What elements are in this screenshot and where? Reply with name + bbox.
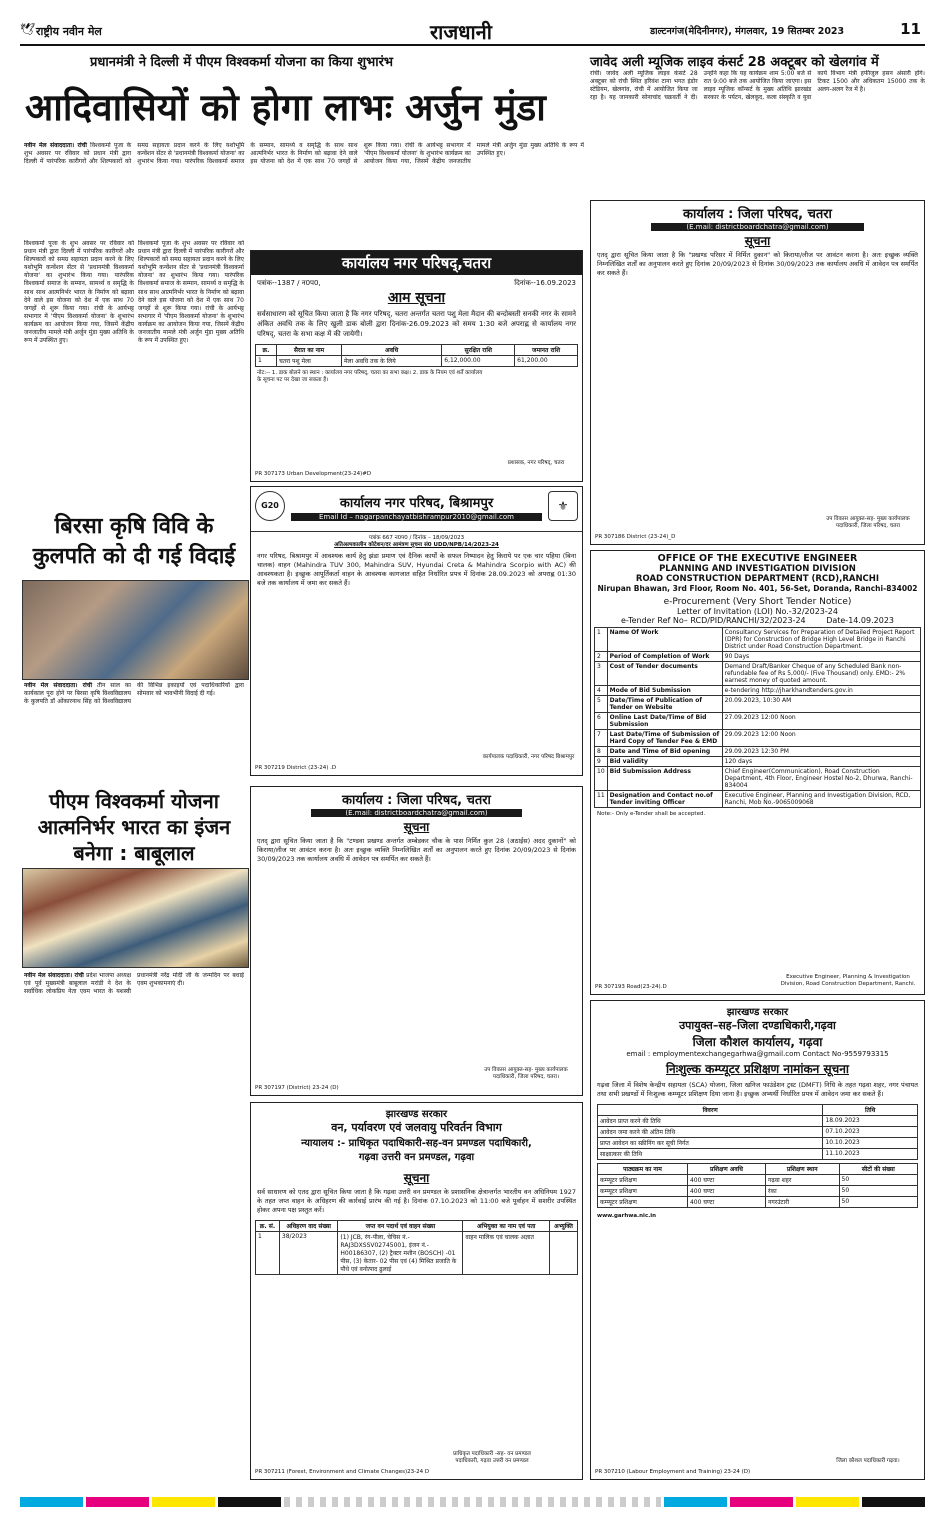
column-header: सीटों की संख्या (839, 1164, 917, 1175)
ad-zila2-title: सूचना (744, 234, 771, 248)
ad-nagar-parishad-chatra (250, 250, 583, 482)
table-row (595, 757, 921, 767)
vishwakarma-photo (22, 868, 249, 968)
column-header: विवरण (598, 1105, 823, 1116)
row-value: 120 days (722, 757, 920, 767)
ad-nagar-banner: कार्यालय नगर परिषद्,चतरा (251, 251, 582, 275)
ad-nagar-body: सर्वसाधारण को सूचित किया जाता है कि नगर परिषद्, चतरा अन्तर्गत चतरा पशु मेला मैदान की बन्दोबस्ती सनकी नगर के सामने अंकित अवधि तक के लिए खुली डाक बोली द्वारा दिनांक-26.09.2023 को समय 1:30 बजे अपराह्न से कार्यालय नगर परिषद्, चतरा के सभा कक्ष में की जायेगी। (257, 310, 576, 338)
table-cell: 11.10.2023 (823, 1149, 918, 1160)
row-number: 3 (595, 662, 608, 686)
ad-garhwa-skill (590, 1000, 925, 1480)
row-label: Mode of Bid Submission (607, 686, 722, 696)
table-cell: आवेदन जमा करने की अंतिम तिथि (598, 1127, 823, 1138)
table-row (595, 628, 921, 652)
ad-zila-parishad-2 (590, 200, 925, 545)
row-number: 10 (595, 767, 608, 791)
table-cell: 400 घण्टा (687, 1175, 765, 1186)
ad-zila2-banner: कार्यालय : जिला परिषद, चतरा (683, 207, 832, 222)
birsa-headline: बिरसा कृषि विवि के कुलपति को दी गई विदाई (32, 514, 236, 569)
ad-bishrampur-code: PR 307219 District (23-24) .D (255, 765, 337, 771)
row-label: Bid Submission Address (607, 767, 722, 791)
row-number: 6 (595, 713, 608, 730)
row-label: Period of Completion of Work (607, 652, 722, 662)
table-row (598, 1175, 918, 1186)
ad-zila2-email: (E.mail: districtboardchatra@gmail.com) (651, 223, 864, 231)
table-cell: रंका (766, 1186, 839, 1197)
masthead-rule (20, 44, 925, 46)
masthead (20, 18, 925, 44)
row-number: 7 (595, 730, 608, 747)
table-header (598, 1105, 918, 1116)
ad-zila-parishad-1 (250, 786, 583, 1096)
ad-forest-line1: झारखण्ड सरकार (385, 1109, 448, 1120)
g20-logo-icon: G20 (255, 491, 285, 521)
ad-nagar-code: PR 307173 Urban Development(23-24)#D (255, 471, 372, 477)
row-value: 29.09.2023 12:00 Noon (722, 730, 920, 747)
ad-nagar-table: क्र. सैरात का नाम अवधि सुरक्षित राशि जमानत राशि 1 चतरा पशु मेला मेला अवधि तक के लिये 6,12,000.00 61,200.00 (255, 344, 578, 367)
table-row (598, 1127, 918, 1138)
table-header (598, 1164, 918, 1175)
vishwakarma-headline: पीएम विश्वकर्मा योजना आत्मनिर्भर भारत का इंजन बनेगा : बाबूलाल (37, 789, 231, 865)
table-row (595, 662, 921, 686)
color-bar (20, 1497, 925, 1507)
row-number: 1 (595, 628, 608, 652)
concert-body: रांची। जावेद अली म्यूजिक लाइव कंसर्ट 28 अक्टूबर को रांची स्थित हरिवंश टाना भगत इंडोर स्टेडियम, खेलगांव, रांची में आयोजित किया जा रहा है। यह जानकारी सोनाचांद चक्रवर्ती ने दी। उन्होंने कहा कि यह कार्यक्रम शाम 5:00 बजे से रात 9:00 बजे तक आयोजित किया जाएगा। इस लाइव म्यूजिक कॉन्सर्ट के मुख्य अतिथि झारखंड सरकार के पर्यटन, खेलकूद, कला संस्कृति व युवा कार्य विभाग मंत्री हफीजुल हसन अंसारी होंगे। टिकट 1500 और अधिकतम 15000 तक के अलग-अलग रेंज में है। (590, 70, 925, 102)
ad-rcd-sign: Executive Engineer, Planning & Investigation Division, Road Construction Department, Ranchi. (780, 974, 916, 987)
table-row (598, 1186, 918, 1197)
table-cell: गढ़वा शहर (766, 1175, 839, 1186)
table-row (595, 696, 921, 713)
table-row (598, 1197, 918, 1208)
row-label: Bid validity (607, 757, 722, 767)
lead-body: नवीन मेल संवाददाता। रांची विश्वकर्मा पूजा के शुभ अवसर पर रविवार को प्रधान मंत्री द्वारा दिल्ली में पारंपरिक कारीगरों और शिल्पकारों को समग्र सहायता प्रदान करने के लिए यशोभूमि कन्वेंशन सेंटर से 'प्रधानमंत्री विश्वकर्मा योजना' का शुभारंभ किया गया। पारंपरिक विश्वकर्मा समाज के सम्मान, सामर्थ्य व समृद्धि के साथ साथ आत्मनिर्भर भारत के निर्माण को बढ़ावा देने वाले इस योजना को देश में एक साथ 70 जगहों से शुरू किया गया। रांची के आर्यभट्ट सभागार में 'पीएम विश्वकर्मा योजना' के शुभारंभ कार्यक्रम का आयोजन किया गया, जिसमें केंद्रीय जनजातीय मामले मंत्री अर्जुन मुंडा मुख्य अतिथि के रूप में उपस्थित हुए। (24, 142, 584, 166)
ad-rcd-code: PR 307193 Road(23-24).D (595, 984, 667, 990)
ad-garhwa-title: निःशुल्क कम्प्यूटर प्रशिक्षण नामांकन सूचना (665, 1062, 850, 1076)
ad-forest-line2: वन, पर्यावरण एवं जलवायु परिवर्तन विभाग (331, 1121, 502, 1134)
row-value: e-tendering http://jharkhandtenders.gov.in (722, 686, 920, 696)
ad-garhwa-sign: जिला कौशल पदाधिकारी गढ़वा। (836, 1458, 900, 1464)
ad-bishrampur (250, 486, 583, 776)
row-number: 2 (595, 652, 608, 662)
birsa-body: नवीन मेल संवाददाता। रांची तीन साल का कार्यकाल पूरा होने पर बिरसा कृषि विश्वविद्यालय के कुलपति डॉ ओंकारनाथ सिंह को विश्वविद्यालय की विभिन्न इकाइयों एवं पदाधिकारियों द्वारा सोमवार को भावभीनी विदाई दी गई। (24, 682, 244, 706)
row-value: Consultancy Services for Preparation of Detailed Project Report (DPR) for Construction of Bridge High Level Bridge in Ranchi District under Road Construction Department. (722, 628, 920, 652)
ad-forest-sign: प्राधिकृत पदाधिकारी -सह- वन प्रमण्डल पदाधिकारी, गढ़वा उत्तरी वन प्रमण्डल (453, 1451, 531, 1464)
table-cell: 50 (839, 1197, 917, 1208)
concert-headline: जावेद अली म्यूजिक लाइव कंसर्ट 28 अक्टूबर को खेलगांव में (590, 55, 879, 70)
table-cell: कम्प्यूटर प्रशिक्षण (598, 1186, 688, 1197)
table-cell: साक्षात्कार की तिथि (598, 1149, 823, 1160)
table-row (595, 791, 921, 808)
row-number: 9 (595, 757, 608, 767)
row-label: Designation and Contact no.of Tender inviting Officer (607, 791, 722, 808)
ad-garhwa-code: PR 307210 (Labour Employment and Training) 23-24 (D) (595, 1469, 751, 1475)
ad-zila2-body: एतद् द्वारा सूचित किया जाता है कि "प्रखण्ड परिसर में निर्मित दुकान" को किराया/लीज पर आवंटन करना है। अतः इच्छुक व्यक्ति निम्नलिखित शर्तों का अनुपालन करते हुए दिनांक 20/09/2023 से दिनांक 30/09/2023 तक कार्यालय अवधि में आवेदन पत्र समर्पित कर सकते हैं। (597, 251, 918, 277)
table-row (598, 1116, 918, 1127)
ad-forest-body: सर्व साधारण को एतद द्वारा सूचित किया जाता है कि गढ़वा उत्तरी वन प्रमण्डल के प्रशासनिक क्षेत्रान्तर्गत भारतीय वन अधिनियम 1927 के तहत जप्त वाहन के अधिहरण की कार्रवाई प्रारंभ की गई है। दिनांक 07.10.2023 को 11:00 बजे पूर्वाहन में सशरीर उपस्थित होकर अपना पक्ष प्रस्तुत करें। (257, 1188, 576, 1214)
ad-bishrampur-subhead: अतिअल्पकालीन कोटेशन/दर आमंत्रण सूचना सं0 UDD/NPB/14/2023-24 (334, 542, 499, 548)
ad-rcd-tender-date: Date-14.09.2023 (826, 616, 894, 625)
table-cell: आवेदन प्राप्त करने की तिथि (598, 1116, 823, 1127)
ad-zila1-banner: कार्यालय : जिला परिषद, चतरा (342, 793, 491, 808)
ad-zila1-sign: उप विकास आयुक्त-सह- मुख्य कार्यपालक पदाधिकारी, जिला परिषद, चतरा। (484, 1067, 568, 1080)
ad-rcd-letter: Letter of Invitation (LOI) No.-32/2023-24 (677, 607, 838, 616)
ad-forest-table: क्र. सं. अधिहरण वाद संख्या जप्त वन पदार्थ एवं वाहन संख्या अभियुक्त का नाम एवं पता अभ्युक्ति 1 38/2023 (1) JCB, रंग-पीला, चेचिस नं.-RAJ3DXSSV02745001, इंजन नं.-H00186307, (2) ट्रैक्टर मशीन (BOSCH) -01 पीस, (3) केतार- 02 पीस एवं (4) मिश्रित प्रजाति के पौधे एवं वनोत्पाद ढुलाई वाहन मालिक एवं चालक अज्ञात (255, 1220, 578, 1275)
ad-rcd-tender (590, 550, 925, 995)
ad-bishrampur-body: नगर परिषद, बिश्रामपुर में आवश्यक कार्य हेतु झंडा प्रमाण एवं दैनिक कार्यों के सफल निष्पादन हेतु किराये पर एक चार पहिया (बिना चालक) वाहन (Mahindra TUV 300, Mahindra SUV, Hyundai Creta & Mahindra Scorpio with AC) की आवश्यकता है। इच्छुक आपूर्तिकर्ता वाहन के आवश्यक कागजात सहित निर्धारित प्रपत्र में दिनांक 28.09.2023 को अपराह्न 01:30 बजे तक कार्यालय में जमा कर सकते हैं। (257, 552, 576, 587)
row-value: Chief Engineer(Communication), Road Construction Department, 4th Floor, Engineer Hostel No-2, Dhurwa, Ranchi-834004 (722, 767, 920, 791)
lead-kicker: प्रधानमंत्री ने दिल्ली में पीएम विश्वकर्मा योजना का किया शुभारंभ (90, 55, 394, 70)
ad-rcd-line4: Nirupan Bhawan, 3rd Floor, Room No. 401, 56-Set, Doranda, Ranchi-834002 (597, 584, 918, 593)
row-label: Online Last Date/Time of Bid Submission (607, 713, 722, 730)
row-label: Cost of Tender documents (607, 662, 722, 686)
column-header: प्रशिक्षण स्थान (766, 1164, 839, 1175)
ad-rcd-table (594, 627, 921, 808)
ad-nagar-title: आम सूचना (387, 290, 446, 306)
table-row (595, 767, 921, 791)
column-header: पाठ्यक्रम का नाम (598, 1164, 688, 1175)
table-cell: नगरउंटारी (766, 1197, 839, 1208)
ad-bishrampur-ref: पत्रांक 667 न0प0 / दिनांक – 18/09/2023 (368, 535, 465, 541)
ad-nagar-ref: पत्रांक--1387 / न0प0, (257, 279, 321, 287)
ad-nagar-date: दिनांक--16.09.2023 (514, 279, 576, 287)
row-number: 5 (595, 696, 608, 713)
row-value: Executive Engineer, Planning and Investigation Division, RCD, Ranchi, Mob No.-9065009068 (722, 791, 920, 808)
section-title: राजधानी (430, 20, 492, 44)
column-header: प्रशिक्षण अवधि (687, 1164, 765, 1175)
ad-zila1-body: एतद् द्वारा सूचित किया जाता है कि "टण्डवा प्रखण्ड अन्तर्गत अम्बेडकर चौक के पास निर्मित कुल 28 (अठाईस) अदद दुकानों" को किराया/लीज पर आवंटन करना है। अतः इच्छुक व्यक्ति निम्नलिखित शर्तों का अनुपालन करते हुए दिनांक 20/09/2023 से दिनांक 30/09/2023 तक कार्यालय अवधि में आवेदन पत्र समर्पित कर सकते हैं। (257, 837, 576, 863)
ad-garhwa-website[interactable]: www.garhwa.nic.in (597, 1213, 657, 1219)
table-row (598, 1149, 918, 1160)
table-row (595, 652, 921, 662)
ad-rcd-notice: e-Procurement (Very Short Tender Notice) (663, 597, 852, 607)
table-cell: 50 (839, 1175, 917, 1186)
row-number: 8 (595, 747, 608, 757)
row-value: 29.09.2023 12:30 PM (722, 747, 920, 757)
page-number: 11 (900, 20, 921, 38)
table-cell: 18.09.2023 (823, 1116, 918, 1127)
paper-name: राष्ट्रीय नवीन मेल (36, 25, 102, 38)
table-row (595, 686, 921, 696)
row-label: Last Date/Time of Submission of Hard Copy of Tender Fee & EMD (607, 730, 722, 747)
ad-bishrampur-email: Email Id – nagarpanchayatbishrampur2010@gmail.com (291, 513, 542, 521)
row-label: Name Of Work (607, 628, 722, 652)
table-row (595, 713, 921, 730)
table-row (598, 1138, 918, 1149)
ad-forest-code: PR 307211 (Forest, Environment and Climate Changes)23-24 D (255, 1469, 430, 1475)
ad-nagar-note: नोट:-- 1. डाक बोलने का स्थान : कार्यालय नगर परिषद्, चतरा का सभा कक्ष। 2. डाक के नियम एवं शर्तें कार्यालय के सूचना पट पर देखा जा सकता है। (257, 370, 483, 383)
ad-forest-line3: न्यायालय :- प्राधिकृत पदाधिकारी-सह-वन प्रमण्डल पदाधिकारी, (301, 1138, 532, 1149)
table-cell: प्राप्त आवेदन का स्क्रीनिंग कर सूची निर्गत (598, 1138, 823, 1149)
lead-headline: आदिवासियों को होगा लाभः अर्जुन मुंडा (25, 85, 546, 129)
ad-rcd-line2: PLANNING AND INVESTIGATION DIVISION (659, 564, 856, 574)
ad-rcd-note: Note:- Only e-Tender shall be accepted. (597, 811, 706, 817)
table-cell: 10.10.2023 (823, 1138, 918, 1149)
bird-logo-icon: 🕊 (20, 22, 36, 36)
row-number: 4 (595, 686, 608, 696)
row-label: Date/Time of Publication of Tender on Website (607, 696, 722, 713)
birsa-photo (22, 580, 249, 680)
ad-garhwa-body: गढ़वा जिला में विशेष केन्द्रीय सहायता (SCA) योजना, जिला खनिज फाउंडेशन ट्रस्ट (DMFT) निधि के तहत गढ़वा शहर, नगर पंचायत तथा सभी प्रखण्डों में निःशुल्क कम्प्यूटर प्रशिक्षण दिया जाना है। इच्छुक अभ्यर्थी निर्धारित प्रपत्र में आवेदन जमा कर सकते हैं। (597, 1081, 918, 1098)
ad-nagar-sign: प्रशासक, नगर परिषद्, चतरा (507, 460, 565, 466)
dateline: डाल्टनगंज(मेदिनीनगर), मंगलवार, 19 सितम्बर 2023 (650, 26, 845, 37)
table-cell: 400 घण्टा (687, 1197, 765, 1208)
emblem-icon: ⚜ (548, 491, 578, 521)
ad-zila1-email: (E.mail: districtboardchatra@gmail.com) (311, 809, 522, 817)
ad-rcd-line3: ROAD CONSTRUCTION DEPARTMENT (RCD),RANCHI (635, 574, 880, 584)
ad-zila2-code: PR 307186 District (23-24)_D (595, 534, 676, 540)
ad-garhwa-courses (597, 1163, 918, 1208)
table-cell: कम्प्यूटर प्रशिक्षण (598, 1175, 688, 1186)
row-number: 11 (595, 791, 608, 808)
ad-bishrampur-banner: कार्यालय नगर परिषद, बिश्रामपुर (339, 496, 494, 511)
ad-zila2-sign: उप विकास आयुक्त-सह- मुख्य कार्यपालक पदाधिकारी, जिला परिषद, चतरा (826, 516, 910, 529)
ad-zila1-code: PR 307197 (District) 23-24 (D) (255, 1085, 339, 1091)
ad-garhwa-email: email : employmentexchangegarhwa@gmail.com Contact No-9559793315 (626, 1050, 889, 1058)
ad-forest-dept (250, 1102, 583, 1480)
ad-forest-line4: गढ़वा उत्तरी वन प्रमण्डल, गढ़वा (358, 1152, 475, 1163)
row-value: 27.09.2023 12:00 Noon (722, 713, 920, 730)
ad-garhwa-schedule (597, 1104, 918, 1160)
lead-body-col2-cont: विश्वकर्मा पूजा के शुभ अवसर पर रविवार को प्रधान मंत्री द्वारा दिल्ली में पारंपरिक कारीगरों और शिल्पकारों को समग्र सहायता प्रदान करने के लिए यशोभूमि कन्वेंशन सेंटर से 'प्रधानमंत्री विश्वकर्मा योजना' का शुभारंभ किया गया। पारंपरिक विश्वकर्मा समाज के सम्मान, सामर्थ्य व समृद्धि के साथ साथ आत्मनिर्भर भारत के निर्माण को बढ़ावा देने वाले इस योजना को देश में एक साथ 70 जगहों से शुरू किया गया। रांची के आर्यभट्ट सभागार में 'पीएम विश्वकर्मा योजना' के शुभारंभ कार्यक्रम का आयोजन किया गया, जिसमें केंद्रीय जनजातीय मामले मंत्री अर्जुन मुंडा मुख्य अतिथि के रूप में उपस्थित हुए। (138, 240, 244, 345)
table-cell: 07.10.2023 (823, 1127, 918, 1138)
table-row (595, 730, 921, 747)
ad-bishrampur-sign: कार्यपालक पदाधिकारी, नगर परिषद बिश्रामपुर (482, 754, 575, 760)
vishwakarma-body: नवीन मेल संवाददाता। रांची प्रदेश भाजपा अध्यक्ष एवं पूर्व मुख्यमंत्री बाबूलाल मरांडी ने देश के सर्वाधिक लोकप्रिय नेता एवम भारत के यशस्वी प्रधानमंत्री नरेंद्र मोदी जी के जन्मदिन पर बधाई एवम शुभकामनाएं दी। (24, 972, 244, 996)
column-header: तिथि (823, 1105, 918, 1116)
ad-garhwa-line1: झारखण्ड सरकार (726, 1007, 789, 1018)
ad-garhwa-line2: उपायुक्त–सह–जिला दण्डाधिकारी,गढ़वा (679, 1019, 836, 1032)
ad-rcd-tender-ref: e-Tender Ref No– RCD/PID/RANCHI/32/2023-24 (621, 616, 806, 625)
ad-rcd-line1: OFFICE OF THE EXECUTIVE ENGINEER (657, 553, 858, 564)
table-row (595, 747, 921, 757)
row-value: 20.09.2023, 10:30 AM (722, 696, 920, 713)
lead-body-col1-cont: विश्वकर्मा पूजा के शुभ अवसर पर रविवार को प्रधान मंत्री द्वारा दिल्ली में पारंपरिक कारीगरों और शिल्पकारों को समग्र सहायता प्रदान करने के लिए यशोभूमि कन्वेंशन सेंटर से 'प्रधानमंत्री विश्वकर्मा योजना' का शुभारंभ किया गया। पारंपरिक विश्वकर्मा समाज के सम्मान, सामर्थ्य व समृद्धि के साथ साथ आत्मनिर्भर भारत के निर्माण को बढ़ावा देने वाले इस योजना को देश में एक साथ 70 जगहों से शुरू किया गया। रांची के आर्यभट्ट सभागार में 'पीएम विश्वकर्मा योजना' के शुभारंभ कार्यक्रम का आयोजन किया गया, जिसमें केंद्रीय जनजातीय मामले मंत्री अर्जुन मुंडा मुख्य अतिथि के रूप में उपस्थित हुए। (24, 240, 134, 345)
ad-garhwa-line3: जिला कौशल कार्यालय, गढ़वा (692, 1035, 823, 1049)
row-label: Date and Time of Bid opening (607, 747, 722, 757)
row-value: Demand Draft/Banker Cheque of any Scheduled Bank non-refundable fee of Rs 5,000/- (Five Thousand) only. EMD:- 2% earnest money of quoted amount. (722, 662, 920, 686)
table-cell: कम्प्यूटर प्रशिक्षण (598, 1197, 688, 1208)
ad-forest-title: सूचना (403, 1171, 430, 1185)
row-value: 90 Days (722, 652, 920, 662)
table-cell: 400 घण्टा (687, 1186, 765, 1197)
ad-zila1-title: सूचना (403, 820, 430, 834)
table-cell: 50 (839, 1186, 917, 1197)
